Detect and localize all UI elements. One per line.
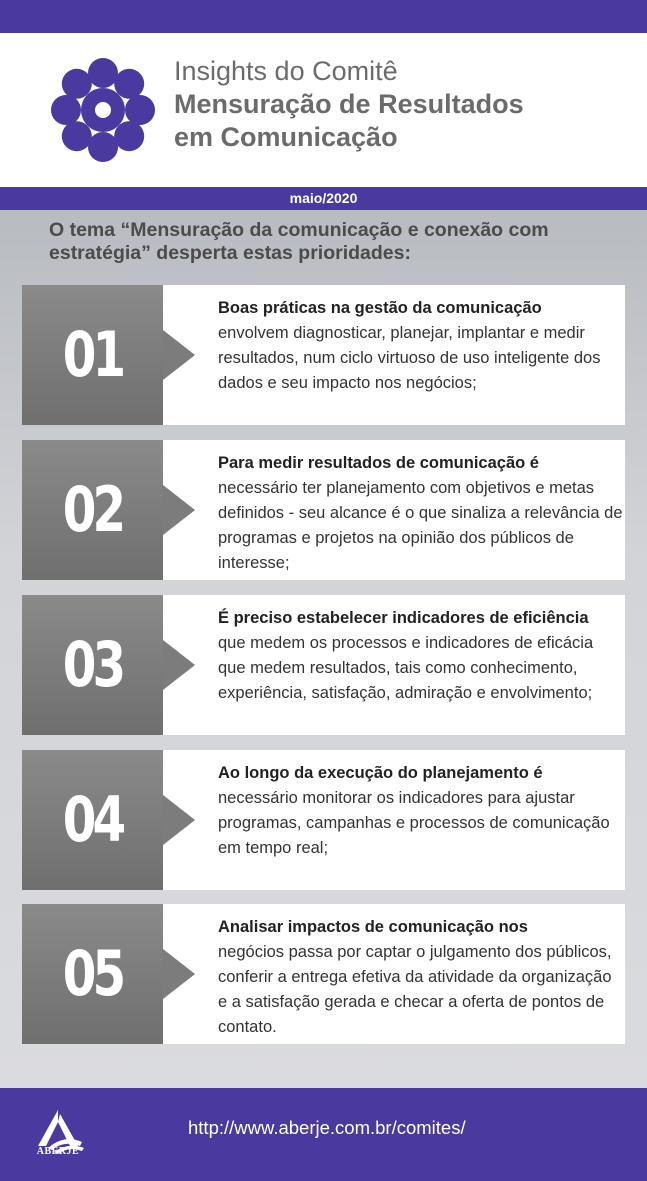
item-body: necessário monitorar os indicadores para ajustar programas, campanhas e processos de comunicação em tempo real; bbox=[218, 789, 610, 857]
item-body: negócios passa por captar o julgamento dos públicos, conferir a entrega efetiva da atividade da organização e a satisfação gerada e checar a oferta de pontos de contato. bbox=[218, 943, 612, 1036]
item-text bbox=[218, 915, 623, 1040]
item-number: 05 bbox=[62, 937, 123, 1010]
priority-item-02 bbox=[22, 440, 625, 580]
text-box bbox=[163, 440, 625, 580]
arrow-icon bbox=[163, 640, 195, 690]
arrow-icon bbox=[163, 795, 195, 845]
item-number: 01 bbox=[62, 318, 123, 391]
number-box bbox=[22, 440, 163, 580]
text-box bbox=[163, 595, 625, 735]
arrow-icon bbox=[163, 949, 195, 999]
priority-item-04 bbox=[22, 750, 625, 890]
priority-item-03 bbox=[22, 595, 625, 735]
item-number: 02 bbox=[62, 473, 123, 546]
item-bold: Analisar impactos de comunicação nos bbox=[218, 918, 528, 936]
item-text bbox=[218, 451, 623, 576]
item-body: necessário ter planejamento com objetivos e metas definidos - seu alcance é o que sinaliza a relevância de programas e projetos na opinião dos públicos de interesse; bbox=[218, 479, 623, 572]
number-box bbox=[22, 285, 163, 425]
intro-text: O tema “Mensuração da comunicação e conexão com estratégia” desperta estas prioridades: bbox=[49, 219, 549, 264]
item-body: envolvem diagnosticar, planejar, implantar e medir resultados, num ciclo virtuoso de uso inteligente dos dados e seu impacto nos negócios; bbox=[218, 324, 601, 392]
text-box bbox=[163, 904, 625, 1044]
content-area bbox=[0, 210, 647, 1088]
priority-item-05 bbox=[22, 904, 625, 1044]
number-box bbox=[22, 595, 163, 735]
priority-item-01 bbox=[22, 285, 625, 425]
title-line-1: Insights do Comitê bbox=[174, 56, 398, 86]
aberje-logo-icon bbox=[30, 1106, 86, 1166]
item-bold: É preciso estabelecer indicadores de eficiência bbox=[218, 609, 589, 627]
arrow-icon bbox=[163, 485, 195, 535]
date-bar bbox=[0, 187, 647, 210]
header bbox=[0, 33, 647, 187]
flower-logo-icon bbox=[48, 55, 158, 165]
item-body: que medem os processos e indicadores de eficácia que medem resultados, tais como conhecimento, experiência, satisfação, admiração e envolvimento; bbox=[218, 634, 594, 702]
footer-url-link[interactable]: http://www.aberje.com.br/comites/ bbox=[188, 1117, 466, 1138]
text-box bbox=[163, 750, 625, 890]
item-bold: Boas práticas na gestão da comunicação bbox=[218, 299, 542, 317]
date-label: maio/2020 bbox=[289, 190, 358, 206]
title-block bbox=[174, 55, 634, 154]
title-line-2: Mensuração de Resultados bbox=[174, 89, 524, 119]
footer bbox=[0, 1088, 647, 1181]
aberje-logo-text: ABERJE bbox=[36, 1146, 80, 1157]
text-box bbox=[163, 285, 625, 425]
item-bold: Ao longo da execução do planejamento é bbox=[218, 764, 543, 782]
item-number: 04 bbox=[62, 783, 123, 856]
item-number: 03 bbox=[62, 628, 123, 701]
item-text bbox=[218, 761, 623, 861]
item-text bbox=[218, 296, 623, 396]
number-box bbox=[22, 750, 163, 890]
item-text bbox=[218, 606, 623, 706]
number-box bbox=[22, 904, 163, 1044]
top-bar bbox=[0, 0, 647, 33]
arrow-icon bbox=[163, 330, 195, 380]
item-bold: Para medir resultados de comunicação é bbox=[218, 454, 539, 472]
title-line-3: em Comunicação bbox=[174, 122, 398, 152]
